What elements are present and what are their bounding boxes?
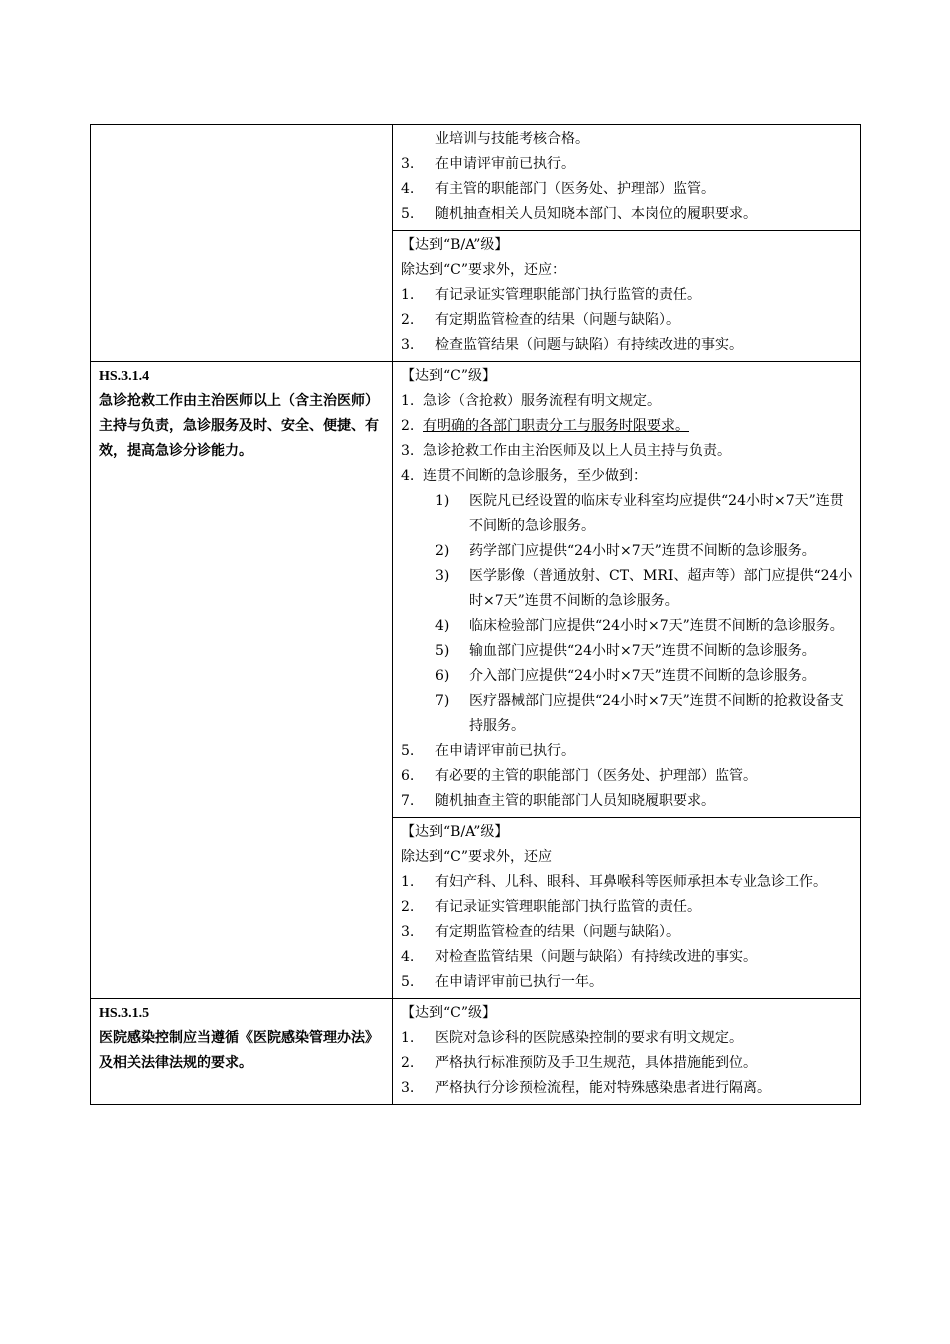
list-item bbox=[401, 1051, 854, 1076]
item-number: 3. bbox=[401, 337, 415, 353]
sub-item-number: 6) bbox=[435, 668, 450, 684]
list-item bbox=[401, 1026, 854, 1051]
item-text: 医院对急诊科的医院感染控制的要求有明文规定。 bbox=[435, 1030, 743, 1046]
list-item bbox=[401, 333, 854, 358]
sub-list-item bbox=[401, 614, 854, 639]
standards-table bbox=[90, 124, 861, 1105]
criteria-c-cell bbox=[393, 125, 861, 231]
grade-header: 【达到“B/A”级】 bbox=[401, 237, 509, 253]
sub-item-text: 医学影像（普通放射、CT、MRI、超声等）部门应提供“24小时×7天”连贯不间断的急诊服务。 bbox=[469, 568, 853, 609]
list-item bbox=[401, 739, 854, 764]
item-text: 有主管的职能部门（医务处、护理部）监管。 bbox=[435, 181, 715, 197]
item-number: 1. bbox=[401, 1030, 415, 1046]
sub-list-item bbox=[401, 689, 854, 739]
item-text: 随机抽查主管的职能部门人员知晓履职要求。 bbox=[435, 793, 715, 809]
table-row bbox=[91, 362, 861, 818]
item-number: 1. bbox=[401, 393, 415, 409]
standard-code: HS.3.1.5 bbox=[99, 1006, 150, 1021]
standard-cell bbox=[91, 362, 393, 999]
sub-list-item bbox=[401, 639, 854, 664]
list-item bbox=[401, 152, 854, 177]
item-number: 3. bbox=[401, 924, 415, 940]
standard-code: HS.3.1.4 bbox=[99, 369, 150, 384]
sub-item-number: 7) bbox=[435, 693, 450, 709]
item-number: 3. bbox=[401, 443, 415, 459]
list-item bbox=[401, 177, 854, 202]
item-text: 急诊（含抢救）服务流程有明文规定。 bbox=[423, 393, 661, 409]
item-text: 有定期监管检查的结果（问题与缺陷）。 bbox=[435, 312, 680, 328]
sub-item-number: 5) bbox=[435, 643, 450, 659]
sub-list-item bbox=[401, 664, 854, 689]
sub-item-text: 药学部门应提供“24小时×7天”连贯不间断的急诊服务。 bbox=[469, 543, 816, 559]
standard-cell-empty bbox=[91, 125, 393, 362]
item-number: 2. bbox=[401, 1055, 415, 1071]
item-number: 5. bbox=[401, 206, 415, 222]
item-text: 有记录证实管理职能部门执行监管的责任。 bbox=[435, 899, 701, 915]
list-item bbox=[401, 920, 854, 945]
sub-item-number: 3) bbox=[435, 568, 450, 584]
item-text: 对检查监管结果（问题与缺陷）有持续改进的事实。 bbox=[435, 949, 757, 965]
item-text: 连贯不间断的急诊服务，至少做到： bbox=[423, 468, 647, 484]
item-number: 1. bbox=[401, 287, 415, 303]
item-text: 检查监管结果（问题与缺陷）有持续改进的事实。 bbox=[435, 337, 743, 353]
criteria-text: 业培训与技能考核合格。 bbox=[435, 131, 589, 147]
list-item bbox=[401, 870, 854, 895]
item-text: 严格执行标准预防及手卫生规范，具体措施能到位。 bbox=[435, 1055, 757, 1071]
item-text: 有定期监管检查的结果（问题与缺陷）。 bbox=[435, 924, 680, 940]
grade-intro: 除达到“C”要求外，还应： bbox=[401, 262, 567, 278]
standard-title: 急诊抢救工作由主治医师以上（含主治医师）主持与负责，急诊服务及时、安全、便捷、有效，提高急诊分诊能力。 bbox=[99, 393, 379, 459]
item-text: 有记录证实管理职能部门执行监管的责任。 bbox=[435, 287, 701, 303]
item-number: 3. bbox=[401, 1080, 415, 1096]
criteria-c-cell bbox=[393, 999, 861, 1105]
list-item bbox=[401, 414, 854, 439]
item-text: 有明确的各部门职责分工与服务时限要求。 bbox=[423, 418, 689, 434]
item-number: 5. bbox=[401, 974, 415, 990]
item-number: 6. bbox=[401, 768, 415, 784]
sub-item-text: 介入部门应提供“24小时×7天”连贯不间断的急诊服务。 bbox=[469, 668, 816, 684]
list-item bbox=[401, 764, 854, 789]
sub-list-item bbox=[401, 539, 854, 564]
item-number: 2. bbox=[401, 899, 415, 915]
criteria-c-cell bbox=[393, 362, 861, 818]
sub-item-text: 医疗器械部门应提供“24小时×7天”连贯不间断的抢救设备支持服务。 bbox=[469, 693, 844, 734]
item-number: 1. bbox=[401, 874, 415, 890]
item-number: 2. bbox=[401, 312, 415, 328]
list-item bbox=[401, 308, 854, 333]
list-item bbox=[401, 464, 854, 489]
grade-intro: 除达到“C”要求外，还应 bbox=[401, 849, 553, 865]
standard-title: 医院感染控制应当遵循《医院感染管理办法》及相关法律法规的要求。 bbox=[99, 1030, 379, 1071]
item-number: 4. bbox=[401, 468, 415, 484]
grade-header: 【达到“C”级】 bbox=[401, 1005, 497, 1021]
item-text: 在申请评审前已执行。 bbox=[435, 743, 575, 759]
sub-item-text: 医院凡已经设置的临床专业科室均应提供“24小时×7天”连贯不间断的急诊服务。 bbox=[469, 493, 844, 534]
sub-item-text: 输血部门应提供“24小时×7天”连贯不间断的急诊服务。 bbox=[469, 643, 816, 659]
sub-list-item bbox=[401, 564, 854, 614]
list-item bbox=[401, 202, 854, 227]
table-row bbox=[91, 999, 861, 1105]
item-number: 7. bbox=[401, 793, 415, 809]
standard-cell bbox=[91, 999, 393, 1105]
item-number: 3. bbox=[401, 156, 415, 172]
list-item bbox=[401, 895, 854, 920]
sub-list-item bbox=[401, 489, 854, 539]
list-item bbox=[401, 1076, 854, 1101]
list-item bbox=[401, 970, 854, 995]
item-text: 有妇产科、儿科、眼科、耳鼻喉科等医师承担本专业急诊工作。 bbox=[435, 874, 827, 890]
item-number: 2. bbox=[401, 418, 415, 434]
item-number: 5. bbox=[401, 743, 415, 759]
sub-item-number: 4) bbox=[435, 618, 450, 634]
item-text: 在申请评审前已执行一年。 bbox=[435, 974, 603, 990]
item-text: 严格执行分诊预检流程，能对特殊感染患者进行隔离。 bbox=[435, 1080, 771, 1096]
item-text: 急诊抢救工作由主治医师及以上人员主持与负责。 bbox=[423, 443, 731, 459]
sub-item-text: 临床检验部门应提供“24小时×7天”连贯不间断的急诊服务。 bbox=[469, 618, 844, 634]
sub-item-number: 2) bbox=[435, 543, 450, 559]
sub-item-number: 1) bbox=[435, 493, 450, 509]
item-number: 4. bbox=[401, 949, 415, 965]
list-item bbox=[401, 283, 854, 308]
item-text: 在申请评审前已执行。 bbox=[435, 156, 575, 172]
criteria-ba-cell bbox=[393, 818, 861, 999]
criteria-ba-cell bbox=[393, 231, 861, 362]
list-item bbox=[401, 789, 854, 814]
list-item bbox=[401, 439, 854, 464]
item-text: 有必要的主管的职能部门（医务处、护理部）监管。 bbox=[435, 768, 757, 784]
item-number: 4. bbox=[401, 181, 415, 197]
list-item bbox=[401, 945, 854, 970]
list-item bbox=[401, 389, 854, 414]
grade-header: 【达到“C”级】 bbox=[401, 368, 497, 384]
table-row bbox=[91, 125, 861, 231]
grade-header: 【达到“B/A”级】 bbox=[401, 824, 509, 840]
item-text: 随机抽查相关人员知晓本部门、本岗位的履职要求。 bbox=[435, 206, 757, 222]
